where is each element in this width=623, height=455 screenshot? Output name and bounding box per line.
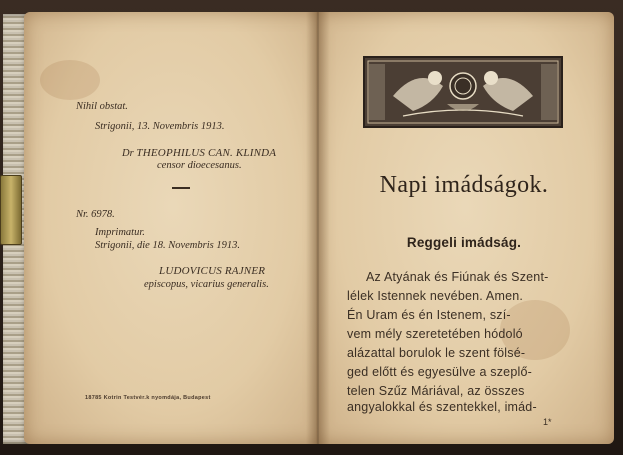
page-title: Napi imádságok. [379,172,549,198]
approval-date-1: Strigonii, 13. Novembris 1913. [95,121,225,132]
approval-date-2: Strigonii, die 18. Novembris 1913. [95,240,240,251]
reference-number: Nr. 6978. [76,209,115,220]
imprimatur: Imprimatur. [95,227,145,238]
prayer-line [347,308,575,322]
page-signature-mark: 1* [543,417,552,427]
printer-imprint: 18785 Kotrin Testvér.k nyomdája, Budapest [85,395,211,401]
prayer-text: Az Atyának és Fiúnak és Szent- [366,270,549,284]
censor-name: THEOPHILUS CAN. KLINDA [136,147,277,159]
ornamental-headpiece [363,56,563,128]
prayer-text: ged előtt és egyesülve a szeplő- [347,365,532,379]
vicar-name: LUDOVICUS RAJNER [159,265,266,277]
censor-prefix: Dr [122,148,134,159]
prayer-line [366,270,574,284]
prayer-text: telen Szűz Máriával, az összes [347,384,525,398]
prayer-text: angyalokkal és szentekkel, imád- [347,400,537,414]
prayer-text: Én Uram és én Istenem, szí- [347,308,511,322]
censor-title: censor dioecesanus. [157,160,242,171]
prayer-line [347,365,575,379]
prayer-text: lélek Istennek nevében. Amen. [347,289,524,303]
prayer-line [347,327,575,341]
prayer-text: alázattal borulok le szent fölsé- [347,346,526,360]
prayer-line [347,289,575,303]
censor-line [122,147,276,159]
paper-stain [40,60,100,100]
prayer-line [347,400,575,414]
prayer-line [347,346,575,360]
book-gutter [306,12,330,444]
vicar-title: episcopus, vicarius generalis. [144,279,269,290]
section-subtitle: Reggeli imádság. [406,235,522,250]
prayer-text: vem mély szeretetében hódoló [347,327,523,341]
separator-dash [172,187,190,189]
prayer-line [347,384,575,398]
nihil-obstat: Nihil obstat. [76,101,128,112]
metal-clasp [0,175,22,245]
